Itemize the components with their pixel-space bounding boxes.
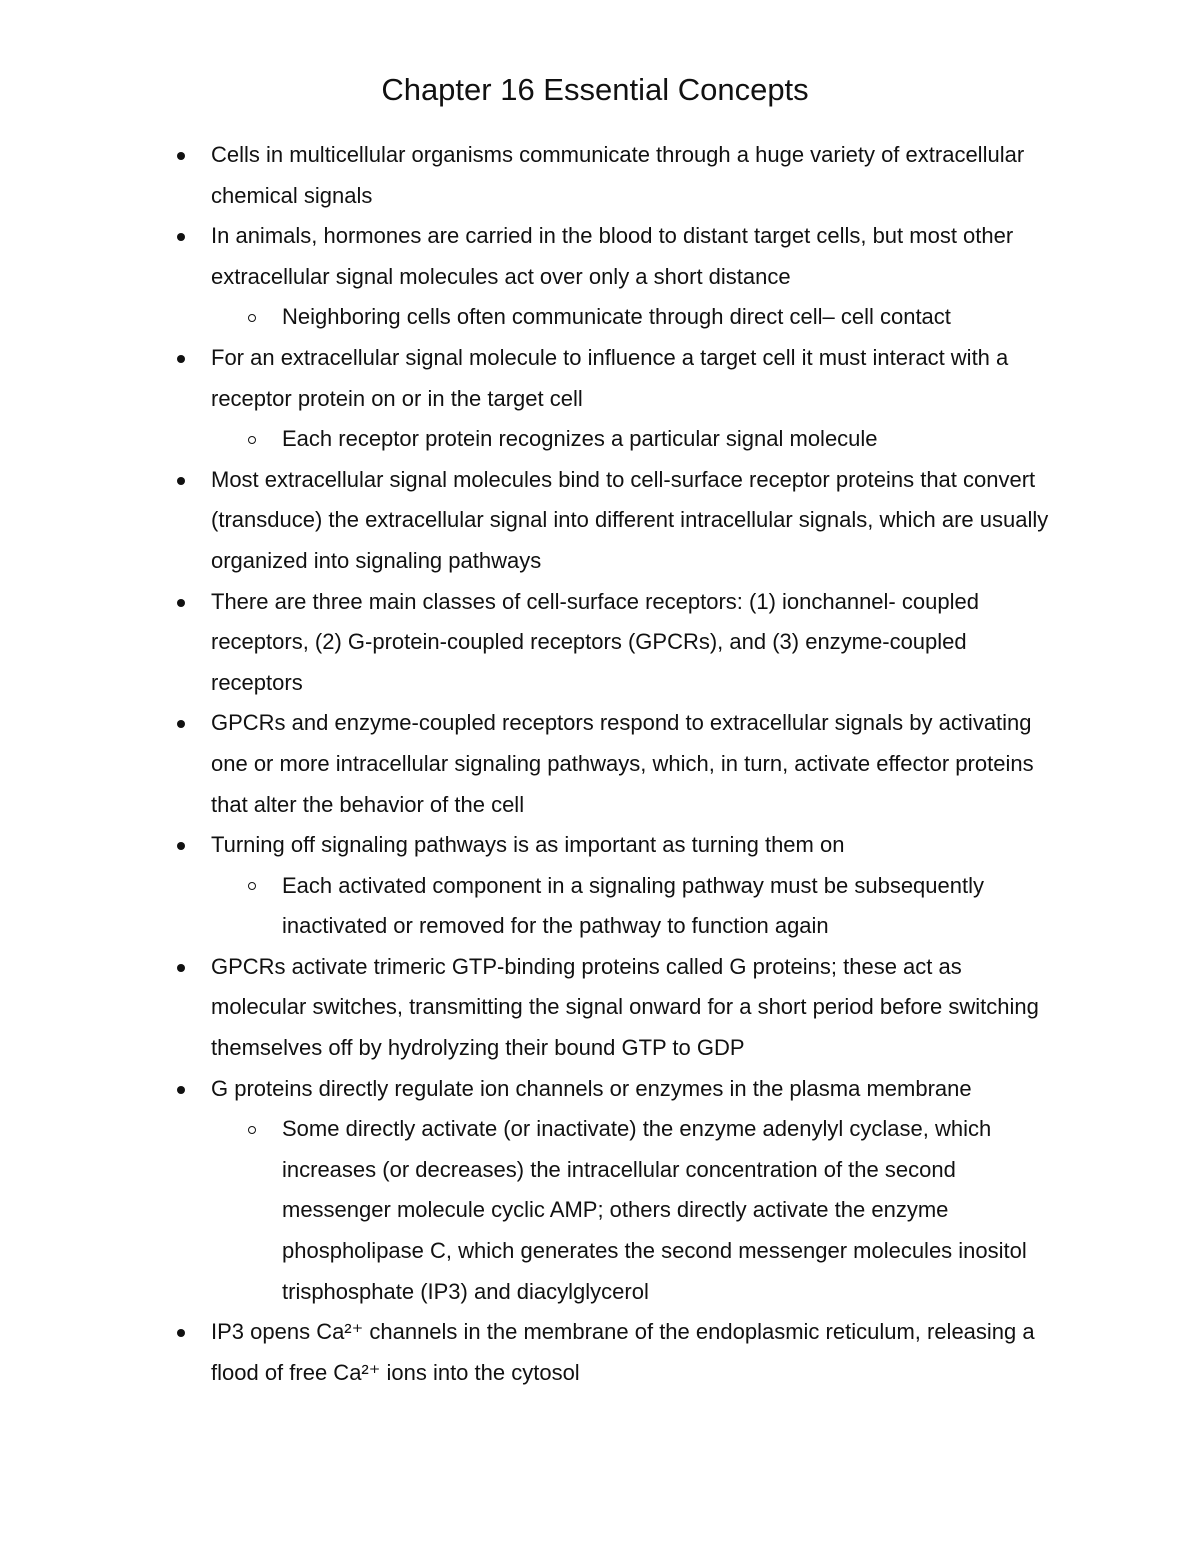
list-item-text: Each activated component in a signaling pathway must be subsequently inactivated or removed for the pathway to function again xyxy=(282,872,984,939)
filled-bullet-icon xyxy=(177,842,185,850)
hollow-bullet-icon xyxy=(248,314,256,322)
list-item xyxy=(0,703,1061,825)
list-item-text: Neighboring cells often communicate through direct cell– cell contact xyxy=(282,304,951,330)
list-item xyxy=(0,135,1061,216)
list-item xyxy=(0,460,1061,582)
list-item xyxy=(0,338,1061,419)
filled-bullet-icon xyxy=(177,1329,185,1337)
list-item-text: GPCRs and enzyme-coupled receptors respond to extracellular signals by activating one or more intracellular signaling pathways, which, in turn, activate effector proteins that alter the behavior of the cell xyxy=(211,710,1034,817)
list-item xyxy=(0,1312,1061,1393)
list-item xyxy=(0,582,1061,704)
filled-bullet-icon xyxy=(177,599,185,607)
filled-bullet-icon xyxy=(177,152,185,160)
concept-list xyxy=(0,135,1200,1393)
list-item-text: Turning off signaling pathways is as important as turning them on xyxy=(211,832,845,858)
sub-list-item xyxy=(0,297,1052,338)
list-item-text: G proteins directly regulate ion channels or enzymes in the plasma membrane xyxy=(211,1075,972,1101)
filled-bullet-icon xyxy=(177,477,185,485)
list-item-text: GPCRs activate trimeric GTP-binding proteins called G proteins; these act as molecular switches, transmitting the signal onward for a short period before switching themselves off by hydrolyzing their bound GTP to GDP xyxy=(211,953,1039,1061)
hollow-bullet-icon xyxy=(248,1126,256,1134)
list-item-text: There are three main classes of cell-surface receptors: (1) ionchannel- coupled receptors, (2) G-protein-coupled receptors (GPCRs), and (3) enzyme-coupled receptors xyxy=(211,588,979,695)
sub-list-item xyxy=(0,419,1052,460)
list-item xyxy=(0,1069,1061,1110)
list-item-text: Cells in multicellular organisms communicate through a huge variety of extracellular chemical signals xyxy=(211,142,1025,208)
filled-bullet-icon xyxy=(177,964,185,972)
filled-bullet-icon xyxy=(177,720,185,728)
sub-list-item xyxy=(0,1109,1052,1312)
list-item xyxy=(0,947,1061,1069)
filled-bullet-icon xyxy=(177,1086,185,1094)
list-item-text: For an extracellular signal molecule to influence a target cell it must interact with a receptor protein on or in the target cell xyxy=(211,344,1009,411)
list-item xyxy=(0,825,1061,866)
list-item-text: Most extracellular signal molecules bind to cell-surface receptor proteins that convert (transduce) the extracellular signal into different intracellular signals, which are usually organized into signaling pathways xyxy=(211,466,1049,573)
sub-list-item xyxy=(0,866,1052,947)
list-item-text: Each receptor protein recognizes a particular signal molecule xyxy=(282,426,878,452)
page-title: Chapter 16 Essential Concepts xyxy=(381,72,809,107)
list-item xyxy=(0,216,1061,297)
list-item-text: In animals, hormones are carried in the blood to distant target cells, but most other extracellular signal molecules act over only a short distance xyxy=(211,223,1014,289)
list-item-text: Some directly activate (or inactivate) the enzyme adenylyl cyclase, which increases (or decreases) the intracellular concentration of the second messenger molecule cyclic AMP; others directly activate the enzyme phospholipase C, which generates the second messenger molecules inositol trisphosphate (IP3) and diacylglycerol xyxy=(282,1116,1027,1304)
hollow-bullet-icon xyxy=(248,436,256,444)
filled-bullet-icon xyxy=(177,233,185,241)
list-item-text: IP3 opens Ca²⁺ channels in the membrane of the endoplasmic reticulum, releasing a flood of free Ca²⁺ ions into the cytosol xyxy=(211,1319,1035,1385)
hollow-bullet-icon xyxy=(248,882,256,890)
filled-bullet-icon xyxy=(177,355,185,363)
